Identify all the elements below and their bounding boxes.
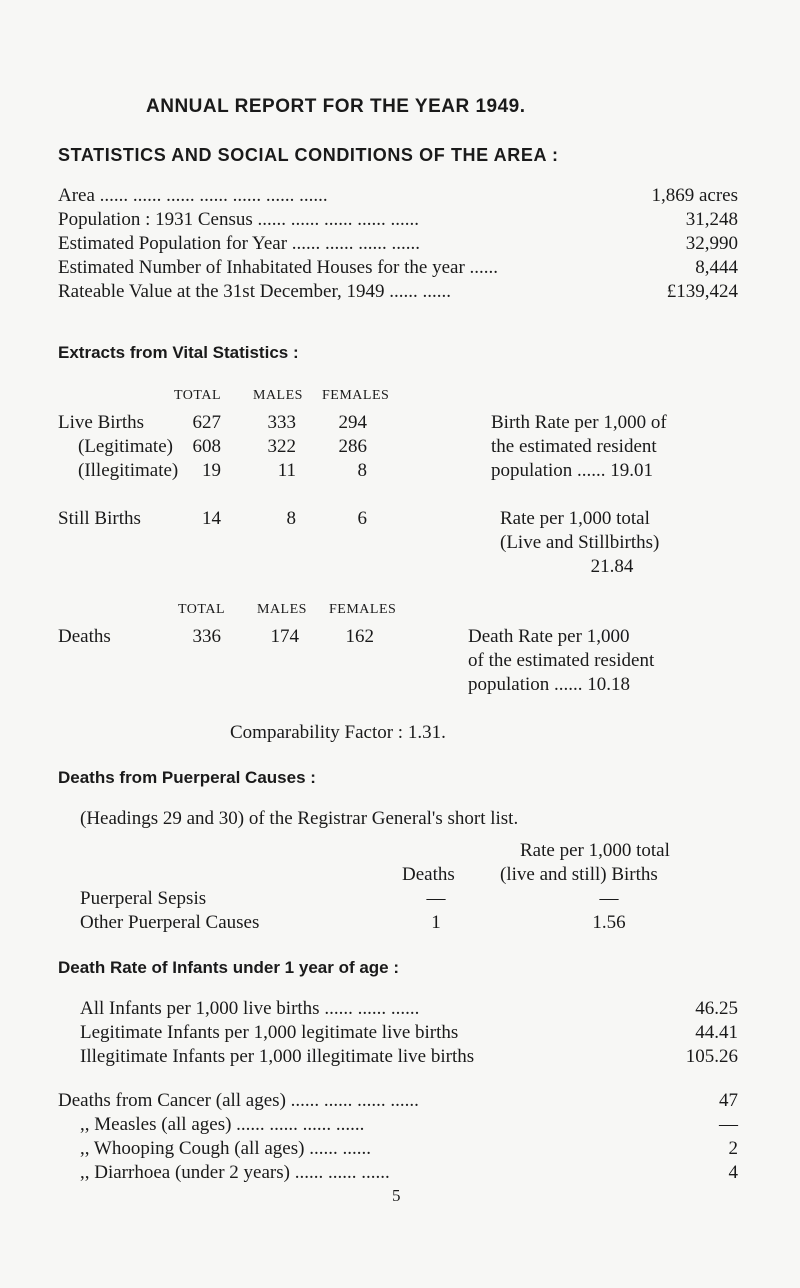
rateable-value: £139,424 xyxy=(666,281,738,302)
still-rate-line-1: Rate per 1,000 total xyxy=(500,508,650,529)
illegitimate-females: 8 xyxy=(357,460,367,481)
whooping-cough-deaths-label: ,, Whooping Cough (all ages) ...... ...... xyxy=(80,1138,371,1159)
col-females: FEMALES xyxy=(322,388,390,403)
still-births-total: 14 xyxy=(202,508,221,529)
puerperal-row-label: Puerperal Sepsis xyxy=(80,888,207,909)
death-rate-line-2: of the estimated resident xyxy=(468,650,655,671)
puerperal-col-deaths: Deaths xyxy=(402,864,455,885)
puerperal-row-rate: — xyxy=(599,888,619,909)
houses-label: Estimated Number of Inhabitated Houses for the year ...... xyxy=(58,257,499,278)
birth-rate-line-2: the estimated resident xyxy=(491,436,657,457)
puerperal-col-rate-1: Rate per 1,000 total xyxy=(520,840,670,861)
puerperal-row-label: Other Puerperal Causes xyxy=(80,912,260,933)
puerperal-heading: Deaths from Puerperal Causes : xyxy=(58,768,316,787)
still-births-label: Still Births xyxy=(58,508,141,529)
infant-rate-value: 44.41 xyxy=(695,1022,738,1043)
illegitimate-total: 19 xyxy=(202,460,221,481)
whooping-cough-deaths-value: 2 xyxy=(728,1138,738,1159)
deaths-label: Deaths xyxy=(58,626,111,647)
deaths-total: 336 xyxy=(192,626,221,647)
death-rate-line-3: population ...... 10.18 xyxy=(468,674,631,695)
diarrhoea-deaths-value: 4 xyxy=(728,1162,738,1183)
birth-rate-line-1: Birth Rate per 1,000 of xyxy=(491,412,667,433)
page-number: 5 xyxy=(392,1186,401,1205)
measles-deaths-label: ,, Measles (all ages) ...... ...... ...... ...... xyxy=(80,1114,365,1135)
diarrhoea-deaths-label: ,, Diarrhoea (under 2 years) ...... ...... ...... xyxy=(80,1162,390,1183)
puerperal-col-rate-2: (live and still) Births xyxy=(500,864,658,885)
vital-heading: Extracts from Vital Statistics : xyxy=(58,343,299,362)
legitimate-total: 608 xyxy=(192,436,221,457)
live-births-males: 333 xyxy=(267,412,296,433)
legitimate-label: (Legitimate) xyxy=(78,436,173,457)
est-population-value: 32,990 xyxy=(685,233,738,254)
comparability-factor: Comparability Factor : 1.31. xyxy=(230,722,446,743)
puerperal-row-deaths: 1 xyxy=(431,912,441,933)
infants-heading: Death Rate of Infants under 1 year of age : xyxy=(58,958,400,977)
legitimate-females: 286 xyxy=(338,436,367,457)
deaths-col-females: FEMALES xyxy=(329,602,397,617)
population-value: 31,248 xyxy=(685,209,738,230)
live-births-total: 627 xyxy=(192,412,221,433)
illegitimate-label: (Illegitimate) xyxy=(78,460,179,481)
area-value: 1,869 acres xyxy=(651,185,738,206)
est-population-label: Estimated Population for Year ...... ...... ...... ...... xyxy=(58,233,421,254)
still-births-males: 8 xyxy=(286,508,296,529)
report-title: ANNUAL REPORT FOR THE YEAR 1949. xyxy=(146,96,526,117)
puerperal-row-rate: 1.56 xyxy=(592,912,626,933)
illegitimate-males: 11 xyxy=(277,460,296,481)
birth-rate-line-3: population ...... 19.01 xyxy=(491,460,654,481)
measles-deaths-value: — xyxy=(719,1114,738,1135)
cancer-deaths-value: 47 xyxy=(719,1090,738,1111)
death-rate-line-1: Death Rate per 1,000 xyxy=(468,626,630,647)
infant-rate-label: Legitimate Infants per 1,000 legitimate live births xyxy=(80,1022,459,1043)
still-births-females: 6 xyxy=(357,508,367,529)
still-rate-line-2: (Live and Stillbirths) xyxy=(500,532,660,553)
col-total: TOTAL xyxy=(174,388,222,403)
section-title: STATISTICS AND SOCIAL CONDITIONS OF THE AREA : xyxy=(58,145,559,165)
puerperal-row-deaths: — xyxy=(426,888,446,909)
population-label: Population : 1931 Census ...... ...... ...... ...... ...... xyxy=(58,209,420,230)
still-rate-value: 21.84 xyxy=(590,556,634,577)
deaths-col-males: MALES xyxy=(257,602,307,617)
deaths-males: 174 xyxy=(270,626,299,647)
area-label: Area ...... ...... ...... ...... ...... ...... ...... xyxy=(58,185,328,206)
cancer-deaths-label: Deaths from Cancer (all ages) ...... ...... ...... ...... xyxy=(58,1090,419,1111)
infant-rate-label: Illegitimate Infants per 1,000 illegitimate live births xyxy=(80,1046,475,1067)
infant-rate-value: 46.25 xyxy=(695,998,738,1019)
rateable-label: Rateable Value at the 31st December, 1949 ...... ...... xyxy=(58,281,452,302)
legitimate-males: 322 xyxy=(267,436,296,457)
deaths-col-total: TOTAL xyxy=(178,602,226,617)
infant-rate-label: All Infants per 1,000 live births ...... ...... ...... xyxy=(80,998,420,1019)
infant-rate-value: 105.26 xyxy=(685,1046,738,1067)
live-births-label: Live Births xyxy=(58,412,145,433)
col-males: MALES xyxy=(253,388,303,403)
deaths-females: 162 xyxy=(345,626,374,647)
live-births-females: 294 xyxy=(338,412,367,433)
houses-value: 8,444 xyxy=(695,257,738,278)
puerperal-note: (Headings 29 and 30) of the Registrar General's short list. xyxy=(80,808,519,829)
